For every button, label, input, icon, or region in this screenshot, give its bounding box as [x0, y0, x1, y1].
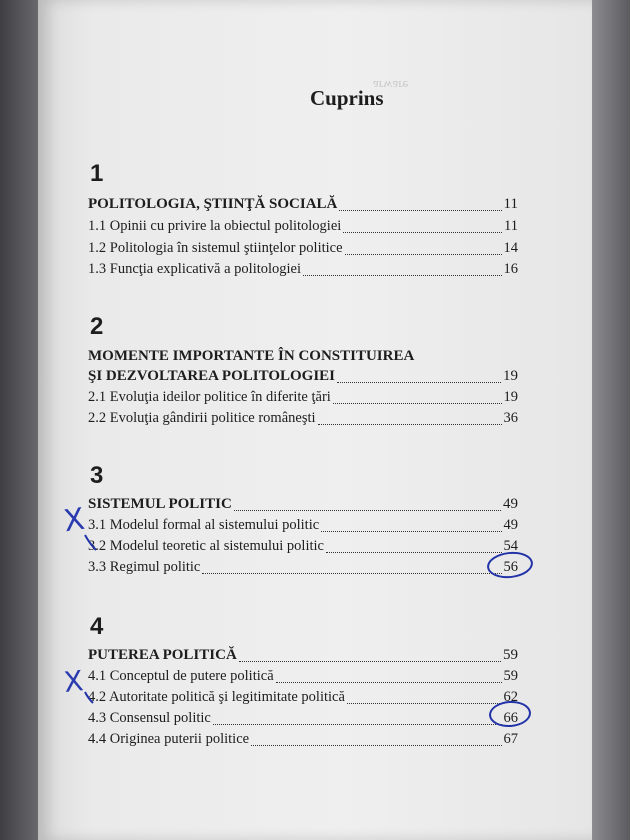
page-number: 19	[503, 389, 518, 405]
leader-dots	[333, 403, 502, 404]
entry-label: 3.1 Modelul formal al sistemului politic	[88, 517, 320, 533]
leader-dots	[321, 531, 501, 532]
pen-tick-mark-2	[82, 690, 98, 706]
page-number: 59	[503, 647, 518, 663]
chapter-2-number: 2	[90, 313, 104, 340]
page-number: 19	[503, 368, 518, 384]
entry-label: 4.1 Conceptul de putere politică	[88, 668, 274, 684]
leader-dots	[213, 724, 502, 725]
chapter-2-heading[interactable]	[88, 368, 518, 385]
leader-dots	[345, 254, 502, 255]
handwritten-x-mark-ch3: X	[61, 501, 87, 540]
chapter-4-heading[interactable]	[88, 647, 518, 664]
background-right	[590, 0, 630, 840]
entry-label: 1.3 Funcţia explicativă a politologiei	[88, 261, 302, 277]
leader-dots	[303, 275, 501, 276]
handwritten-x-mark-ch4: X	[62, 664, 85, 699]
background-left	[0, 0, 40, 840]
leader-dots	[339, 210, 501, 211]
chapter-4-number: 4	[90, 613, 104, 640]
page-number: 67	[503, 731, 518, 747]
toc-entry-4-2[interactable]	[88, 689, 518, 706]
toc-entry-4-1[interactable]	[88, 668, 518, 685]
chapter-1-number: 1	[90, 160, 104, 187]
leader-dots	[276, 682, 502, 683]
toc-entry-3-2[interactable]	[88, 538, 518, 555]
page-number: 56	[503, 559, 518, 575]
toc-entry-1-3[interactable]	[88, 261, 518, 278]
toc-entry-2-1[interactable]	[88, 389, 518, 406]
entry-label: 4.4 Originea puterii politice	[88, 731, 250, 747]
chapter-1-heading[interactable]	[88, 196, 518, 213]
entry-label: 4.3 Consensul politic	[88, 710, 211, 726]
leader-dots	[326, 552, 502, 553]
toc-entry-3-3[interactable]	[88, 559, 518, 576]
page-number: 62	[503, 689, 518, 705]
pen-tick-mark	[82, 532, 102, 554]
page-number: 59	[503, 668, 518, 684]
entry-label: 4.2 Autoritate politică şi legitimitate politică	[88, 689, 345, 705]
leader-dots	[337, 382, 501, 383]
entry-label: 1.2 Politologia în sistemul ştiinţelor politice	[88, 240, 343, 256]
page-number: 66	[503, 710, 518, 726]
chapter-heading-text: SISTEMUL POLITIC	[88, 496, 232, 512]
leader-dots	[343, 232, 502, 233]
page-number: 16	[503, 261, 518, 277]
page-number: 14	[503, 240, 518, 256]
page-number: 49	[503, 517, 518, 533]
toc-entry-1-2[interactable]	[88, 240, 518, 257]
toc-entry-1-1[interactable]	[88, 218, 518, 235]
chapter-2-heading-line1: MOMENTE IMPORTANTE ÎN CONSTITUIREA	[88, 348, 415, 364]
page-number: 36	[503, 410, 518, 426]
leader-dots	[202, 573, 501, 574]
entry-label: 2.1 Evoluţia ideilor politice în diferite ţări	[88, 389, 331, 405]
chapter-3-heading[interactable]	[88, 496, 518, 513]
chapter-heading-text: PUTEREA POLITICĂ	[88, 647, 237, 663]
page-number: 54	[503, 538, 518, 554]
leader-dots	[347, 703, 502, 704]
page-number: 11	[503, 196, 518, 212]
entry-label: 3.3 Regimul politic	[88, 559, 201, 575]
page-title: Cuprins	[310, 86, 384, 110]
leader-dots	[318, 424, 502, 425]
toc-entry-4-4[interactable]	[88, 731, 518, 748]
leader-dots	[234, 510, 501, 511]
entry-label: 1.1 Opinii cu privire la obiectul politologiei	[88, 218, 342, 234]
page-number: 11	[504, 218, 518, 234]
page-number: 49	[503, 496, 518, 512]
show-through-text: ǝɹɐʍɹɐ	[373, 75, 409, 90]
chapter-3-number: 3	[90, 462, 104, 489]
toc-entry-4-3[interactable]	[88, 710, 518, 727]
toc-entry-3-1[interactable]	[88, 517, 518, 534]
toc-entry-2-2[interactable]	[88, 410, 518, 427]
chapter-heading-text: ŞI DEZVOLTAREA POLITOLOGIEI	[88, 368, 336, 384]
entry-label: 2.2 Evoluţia gândirii politice româneşti	[88, 410, 316, 426]
leader-dots	[251, 745, 501, 746]
chapter-heading-text: POLITOLOGIA, ŞTIINŢĂ SOCIALĂ	[88, 196, 338, 212]
leader-dots	[239, 661, 501, 662]
entry-label: 3.2 Modelul teoretic al sistemului politic	[88, 538, 324, 554]
